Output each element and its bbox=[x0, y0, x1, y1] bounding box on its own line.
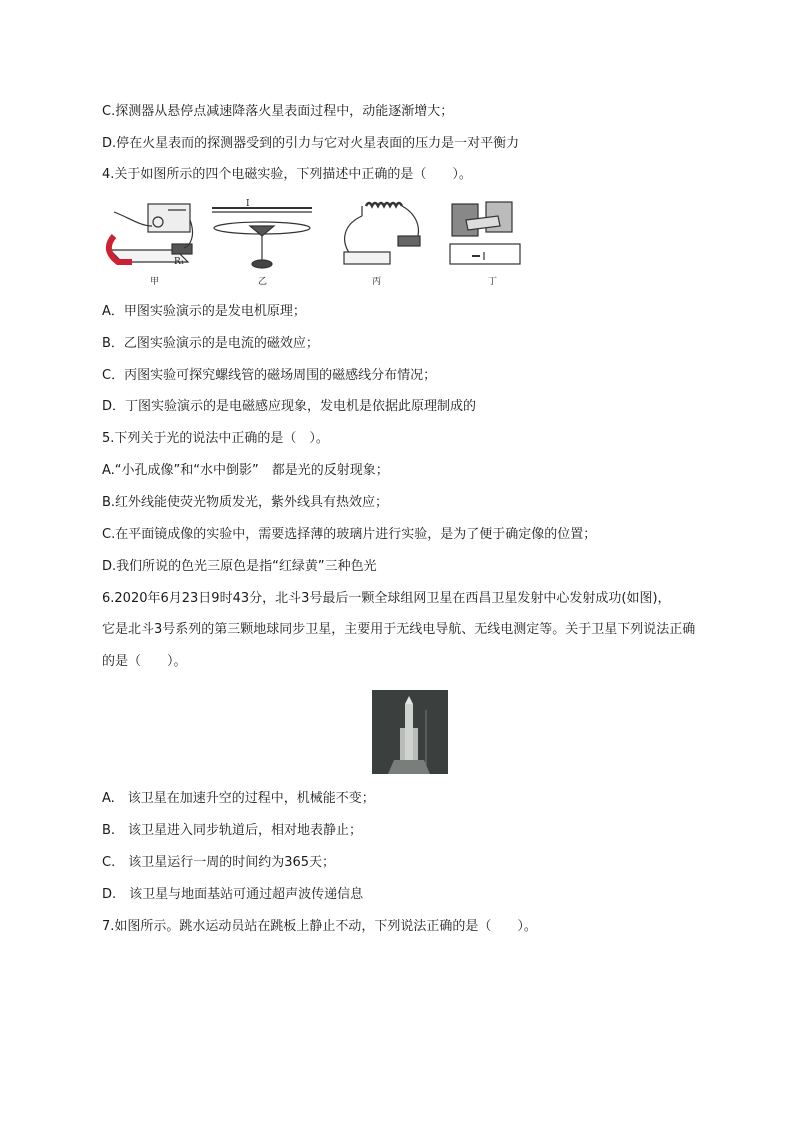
q6-option-b[interactable]: B. 该卫星进入同步轨道后，相对地表静止； bbox=[102, 823, 363, 838]
label-yi: 乙 bbox=[258, 277, 268, 287]
q3-option-c[interactable]: C.探测器从悬停点减速降落火星表面过程中，动能逐渐增大； bbox=[102, 104, 454, 119]
rocket-launch-photo bbox=[372, 690, 448, 774]
experiment-jia-diagram bbox=[109, 204, 193, 262]
q6-stem-line3: 的是（ ）。 bbox=[102, 654, 187, 669]
q5-option-a[interactable]: A.“小孔成像”和“水中倒影” 都是光的反射现象； bbox=[102, 463, 389, 478]
q4-stem: 4.关于如图所示的四个电磁实验，下列描述中正确的是（ ）。 bbox=[102, 167, 472, 182]
label-ding: 丁 bbox=[488, 277, 498, 287]
q6-stem-line1: 6.2020年6月23日9时43分，北斗3号最后一颗全球组网卫星在西昌卫星发射中心发射成功(如图)， bbox=[102, 591, 671, 606]
q4-option-b[interactable]: B．乙图实验演示的是电流的磁效应； bbox=[102, 336, 319, 351]
q5-stem: 5.下列关于光的说法中正确的是（ ）。 bbox=[102, 431, 329, 446]
q5-option-b[interactable]: B.红外线能使荧光物质发光，紫外线具有热效应； bbox=[102, 495, 389, 510]
q6-stem-line2: 它是北斗3号系列的第三颗地球同步卫星，主要用于无线电导航、无线电测定等。关于卫星下列说法正确 bbox=[102, 622, 696, 637]
label-current-i: I bbox=[246, 199, 250, 209]
experiment-bing-diagram bbox=[344, 203, 420, 264]
rocket-icon bbox=[372, 690, 448, 774]
q6-option-c[interactable]: C. 该卫星运行一周的时间约为365天； bbox=[102, 855, 336, 870]
label-r1: R₁ bbox=[174, 257, 185, 267]
label-jia: 甲 bbox=[150, 277, 160, 287]
q7-stem: 7.如图所示。跳水运动员站在跳板上静止不动，下列说法正确的是（ ）。 bbox=[102, 919, 537, 934]
experiment-yi-diagram bbox=[212, 208, 312, 268]
experiment-ding-diagram bbox=[450, 202, 520, 264]
q4-option-d[interactable]: D．丁图实验演示的是电磁感应现象，发电机是依据此原理制成的 bbox=[102, 399, 477, 414]
label-bing: 丙 bbox=[372, 277, 382, 287]
q5-option-d[interactable]: D.我们所说的色光三原色是指“红绿黄”三种色光 bbox=[102, 559, 377, 574]
electromagnetic-experiments-figure bbox=[100, 196, 536, 288]
q4-option-c[interactable]: C．丙图实验可探究螺线管的磁场周围的磁感线分布情况； bbox=[102, 368, 437, 383]
q6-option-a[interactable]: A. 该卫星在加速升空的过程中，机械能不变； bbox=[102, 791, 375, 806]
q3-option-d[interactable]: D.停在火星表而的探测器受到的引力与它对火星表面的压力是一对平衡力 bbox=[102, 136, 520, 151]
q5-option-c[interactable]: C.在平面镜成像的实验中，需要选择薄的玻璃片进行实验，是为了便于确定像的位置； bbox=[102, 527, 597, 542]
q6-option-d[interactable]: D. 该卫星与地面基站可通过超声波传递信息 bbox=[102, 887, 364, 902]
q4-option-a[interactable]: A．甲图实验演示的是发电机原理； bbox=[102, 304, 306, 319]
